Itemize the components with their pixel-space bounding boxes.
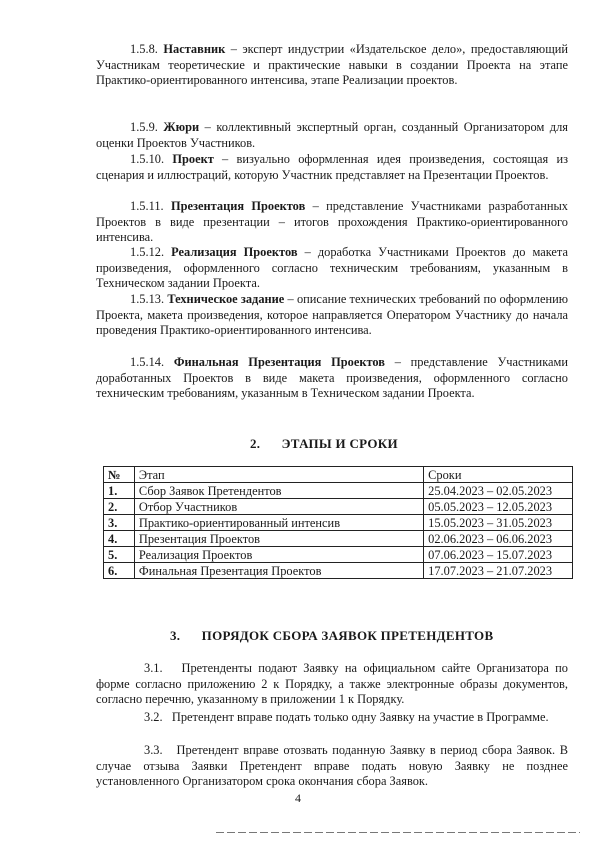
scan-artifact-line <box>216 832 580 833</box>
row-dates: 17.07.2023 – 21.07.2023 <box>424 563 573 579</box>
section-3-heading <box>170 628 493 644</box>
row-stage: Презентация Проектов <box>134 531 423 547</box>
stages-table <box>103 466 573 579</box>
paragraph-3-3: 3.3. Претендент вправе отозвать поданную Заявку в период сбора Заявок. В случае отзыва Заявки Претендент вправе подать новую Заявку не позднее установленного Организатором срока окончания сбора Заявок. <box>96 743 568 789</box>
definition-1-5-8: 1.5.8. Наставник – эксперт индустрии «Издательское дело», предоставляющий Участникам теоретические и практические навыки в создании Проекта на этапе Практико-ориентированного интенсива, этапе Реализации проектов. <box>96 42 568 88</box>
row-stage: Отбор Участников <box>134 499 423 515</box>
section-2-title: ЭТАПЫ И СРОКИ <box>281 436 398 451</box>
row-number: 5. <box>104 547 135 563</box>
table-row <box>104 515 573 531</box>
section-3-number: 3. <box>170 628 181 643</box>
row-number: 2. <box>104 499 135 515</box>
column-header-stage: Этап <box>134 467 423 483</box>
definition-1-5-12: 1.5.12. Реализация Проектов – доработка Участниками Проектов до макета произведения, оформленного согласно техническим требованиям, указанным в Техническом задании Проекта. <box>96 245 569 291</box>
row-number: 1. <box>104 483 135 499</box>
table-row <box>104 483 573 499</box>
row-dates: 15.05.2023 – 31.05.2023 <box>424 515 573 531</box>
table-header-row <box>104 467 573 483</box>
row-stage: Сбор Заявок Претендентов <box>134 483 423 499</box>
definition-1-5-10: 1.5.10. Проект – визуально оформленная идея произведения, состоящая из сценария и иллюстраций, которую Участник представляет на Презентации Проектов. <box>96 152 568 182</box>
paragraph-3-2: 3.2. Претендент вправе подать только одну Заявку на участие в Программе. <box>144 710 549 724</box>
section-2-number: 2. <box>250 436 261 451</box>
row-number: 3. <box>104 515 135 531</box>
paragraph-3-1: 3.1. Претенденты подают Заявку на официальном сайте Организатора по форме согласно приложению 2 к Порядку, а также электронные образы документов, согласно перечню, указанному в приложении 1 к Порядку. <box>96 661 568 707</box>
row-dates: 07.06.2023 – 15.07.2023 <box>424 547 573 563</box>
row-dates: 02.06.2023 – 06.06.2023 <box>424 531 573 547</box>
page-number: 4 <box>295 791 301 805</box>
row-dates: 05.05.2023 – 12.05.2023 <box>424 499 573 515</box>
row-stage: Финальная Презентация Проектов <box>134 563 423 579</box>
column-header-dates: Сроки <box>424 467 573 483</box>
row-stage: Реализация Проектов <box>134 547 423 563</box>
definition-1-5-11: 1.5.11. Презентация Проектов – представление Участниками разработанных Проектов в виде презентации – итогов прохождения Практико-ориентированного интенсива. <box>96 199 568 245</box>
section-2-heading <box>250 436 398 452</box>
table-row <box>104 531 573 547</box>
column-header-number: № <box>104 467 135 483</box>
table-row <box>104 563 573 579</box>
definition-1-5-13: 1.5.13. Техническое задание – описание технических требований по оформлению Проекта, макета произведения, которое направляется Оператором Участнику до начала проведения Практико-ориентированного интенсива. <box>96 292 568 338</box>
section-3-title: ПОРЯДОК СБОРА ЗАЯВОК ПРЕТЕНДЕНТОВ <box>201 628 494 643</box>
table-row <box>104 547 573 563</box>
row-number: 4. <box>104 531 135 547</box>
row-number: 6. <box>104 563 135 579</box>
row-dates: 25.04.2023 – 02.05.2023 <box>424 483 573 499</box>
definition-1-5-9: 1.5.9. Жюри – коллективный экспертный орган, созданный Организатором для оценки Проектов Участников. <box>96 120 568 150</box>
definition-1-5-14: 1.5.14. Финальная Презентация Проектов – представление Участниками доработанных Проектов в виде макета произведения, оформленного согласно техническим требованиям, указанным в Техническом задании Проекта. <box>96 355 568 401</box>
row-stage: Практико-ориентированный интенсив <box>134 515 423 531</box>
table-row <box>104 499 573 515</box>
